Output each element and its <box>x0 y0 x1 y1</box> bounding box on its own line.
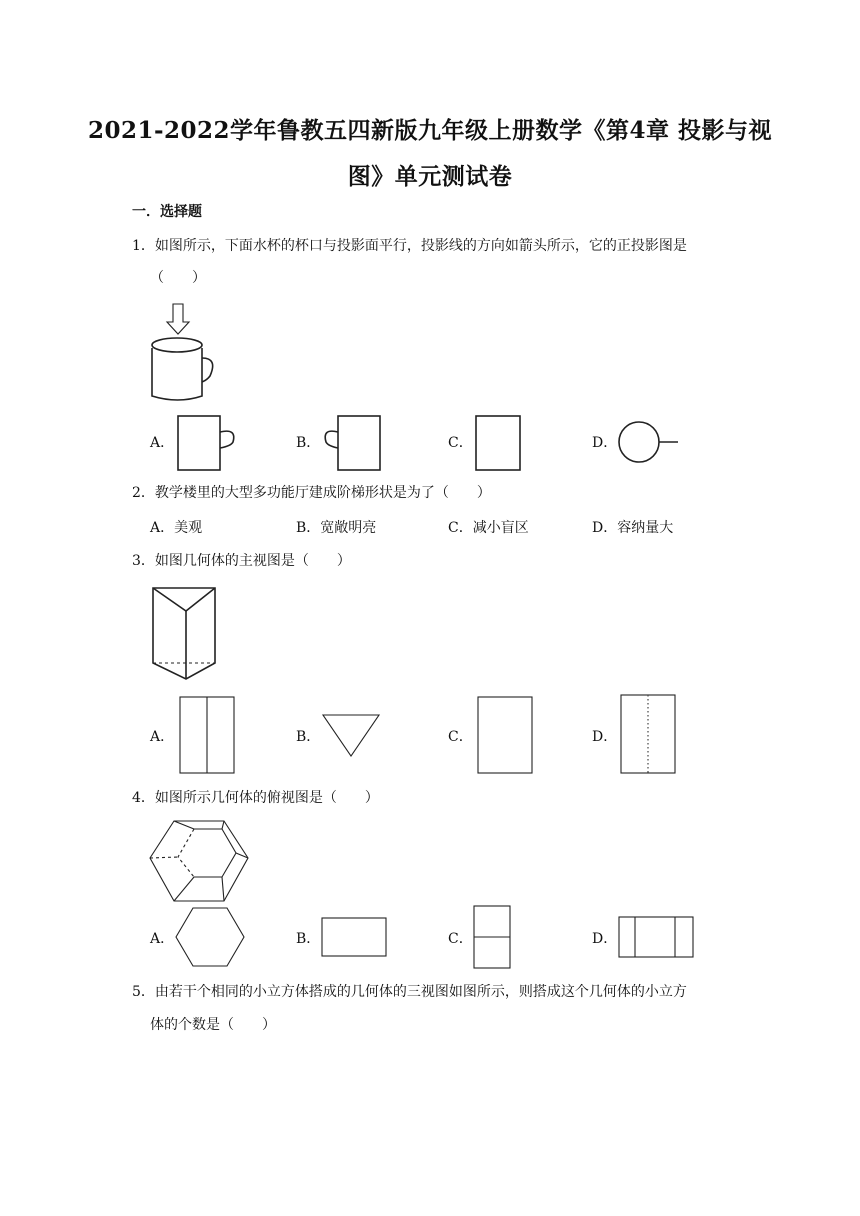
q3-option-d-figure <box>619 693 677 775</box>
q1-option-c-label: C． <box>448 435 473 451</box>
q1-option-b-figure <box>318 414 384 472</box>
question-1-text-cont: （ ） <box>150 270 206 286</box>
question-5-text-cont: 体的个数是（ ） <box>150 1017 276 1033</box>
question-1-text: 1．如图所示，下面水杯的杯口与投影面平行，投影线的方向如箭头所示，它的正投影图是 <box>132 238 687 254</box>
q4-option-a-label: A． <box>150 931 175 947</box>
q1-option-a-figure <box>175 414 239 472</box>
q2-option-d: D．容纳量大 <box>592 520 674 536</box>
page-title-line1: 2021-2022学年鲁教五四新版九年级上册数学《第4章 投影与视 <box>87 117 773 144</box>
q1-option-d-label: D． <box>592 435 618 451</box>
q3-option-d-label: D． <box>592 729 618 745</box>
q4-option-b-figure <box>320 916 390 960</box>
q1-option-c-figure <box>474 414 524 472</box>
q2-option-c: C．减小盲区 <box>448 520 529 536</box>
q4-option-b-label: B． <box>296 931 321 947</box>
q1-cup-figure <box>140 300 220 402</box>
q4-option-c-figure <box>472 904 514 972</box>
question-3-text: 3．如图几何体的主视图是（ ） <box>132 553 351 569</box>
q3-option-b-label: B． <box>296 729 321 745</box>
page-title-line2: 图》单元测试卷 <box>347 163 513 190</box>
q1-option-d-figure <box>617 420 681 468</box>
q3-option-a-figure <box>178 695 236 775</box>
q3-prism-figure <box>148 585 220 683</box>
q2-option-b: B．宽敞明亮 <box>296 520 377 536</box>
q4-hexagonal-solid-figure <box>146 815 252 905</box>
q3-option-a-label: A． <box>150 729 175 745</box>
q1-option-a-label: A． <box>150 435 175 451</box>
question-4-text: 4．如图所示几何体的俯视图是（ ） <box>132 790 379 806</box>
question-5-text: 5．由若干个相同的小立方体搭成的几何体的三视图如图所示，则搭成这个几何体的小立方 <box>132 984 687 1000</box>
q4-option-d-figure <box>617 915 697 961</box>
q1-option-b-label: B． <box>296 435 321 451</box>
q3-option-c-label: C． <box>448 729 473 745</box>
q2-option-a: A．美观 <box>150 520 203 536</box>
q4-option-a-figure <box>174 905 246 969</box>
q4-option-c-label: C． <box>448 931 473 947</box>
q4-option-d-label: D． <box>592 931 618 947</box>
question-2-text: 2．教学楼里的大型多功能厅建成阶梯形状是为了（ ） <box>132 485 491 501</box>
q3-option-b-figure <box>320 712 382 760</box>
q3-option-c-figure <box>476 695 534 775</box>
section-label: 一．选择题 <box>132 204 202 220</box>
